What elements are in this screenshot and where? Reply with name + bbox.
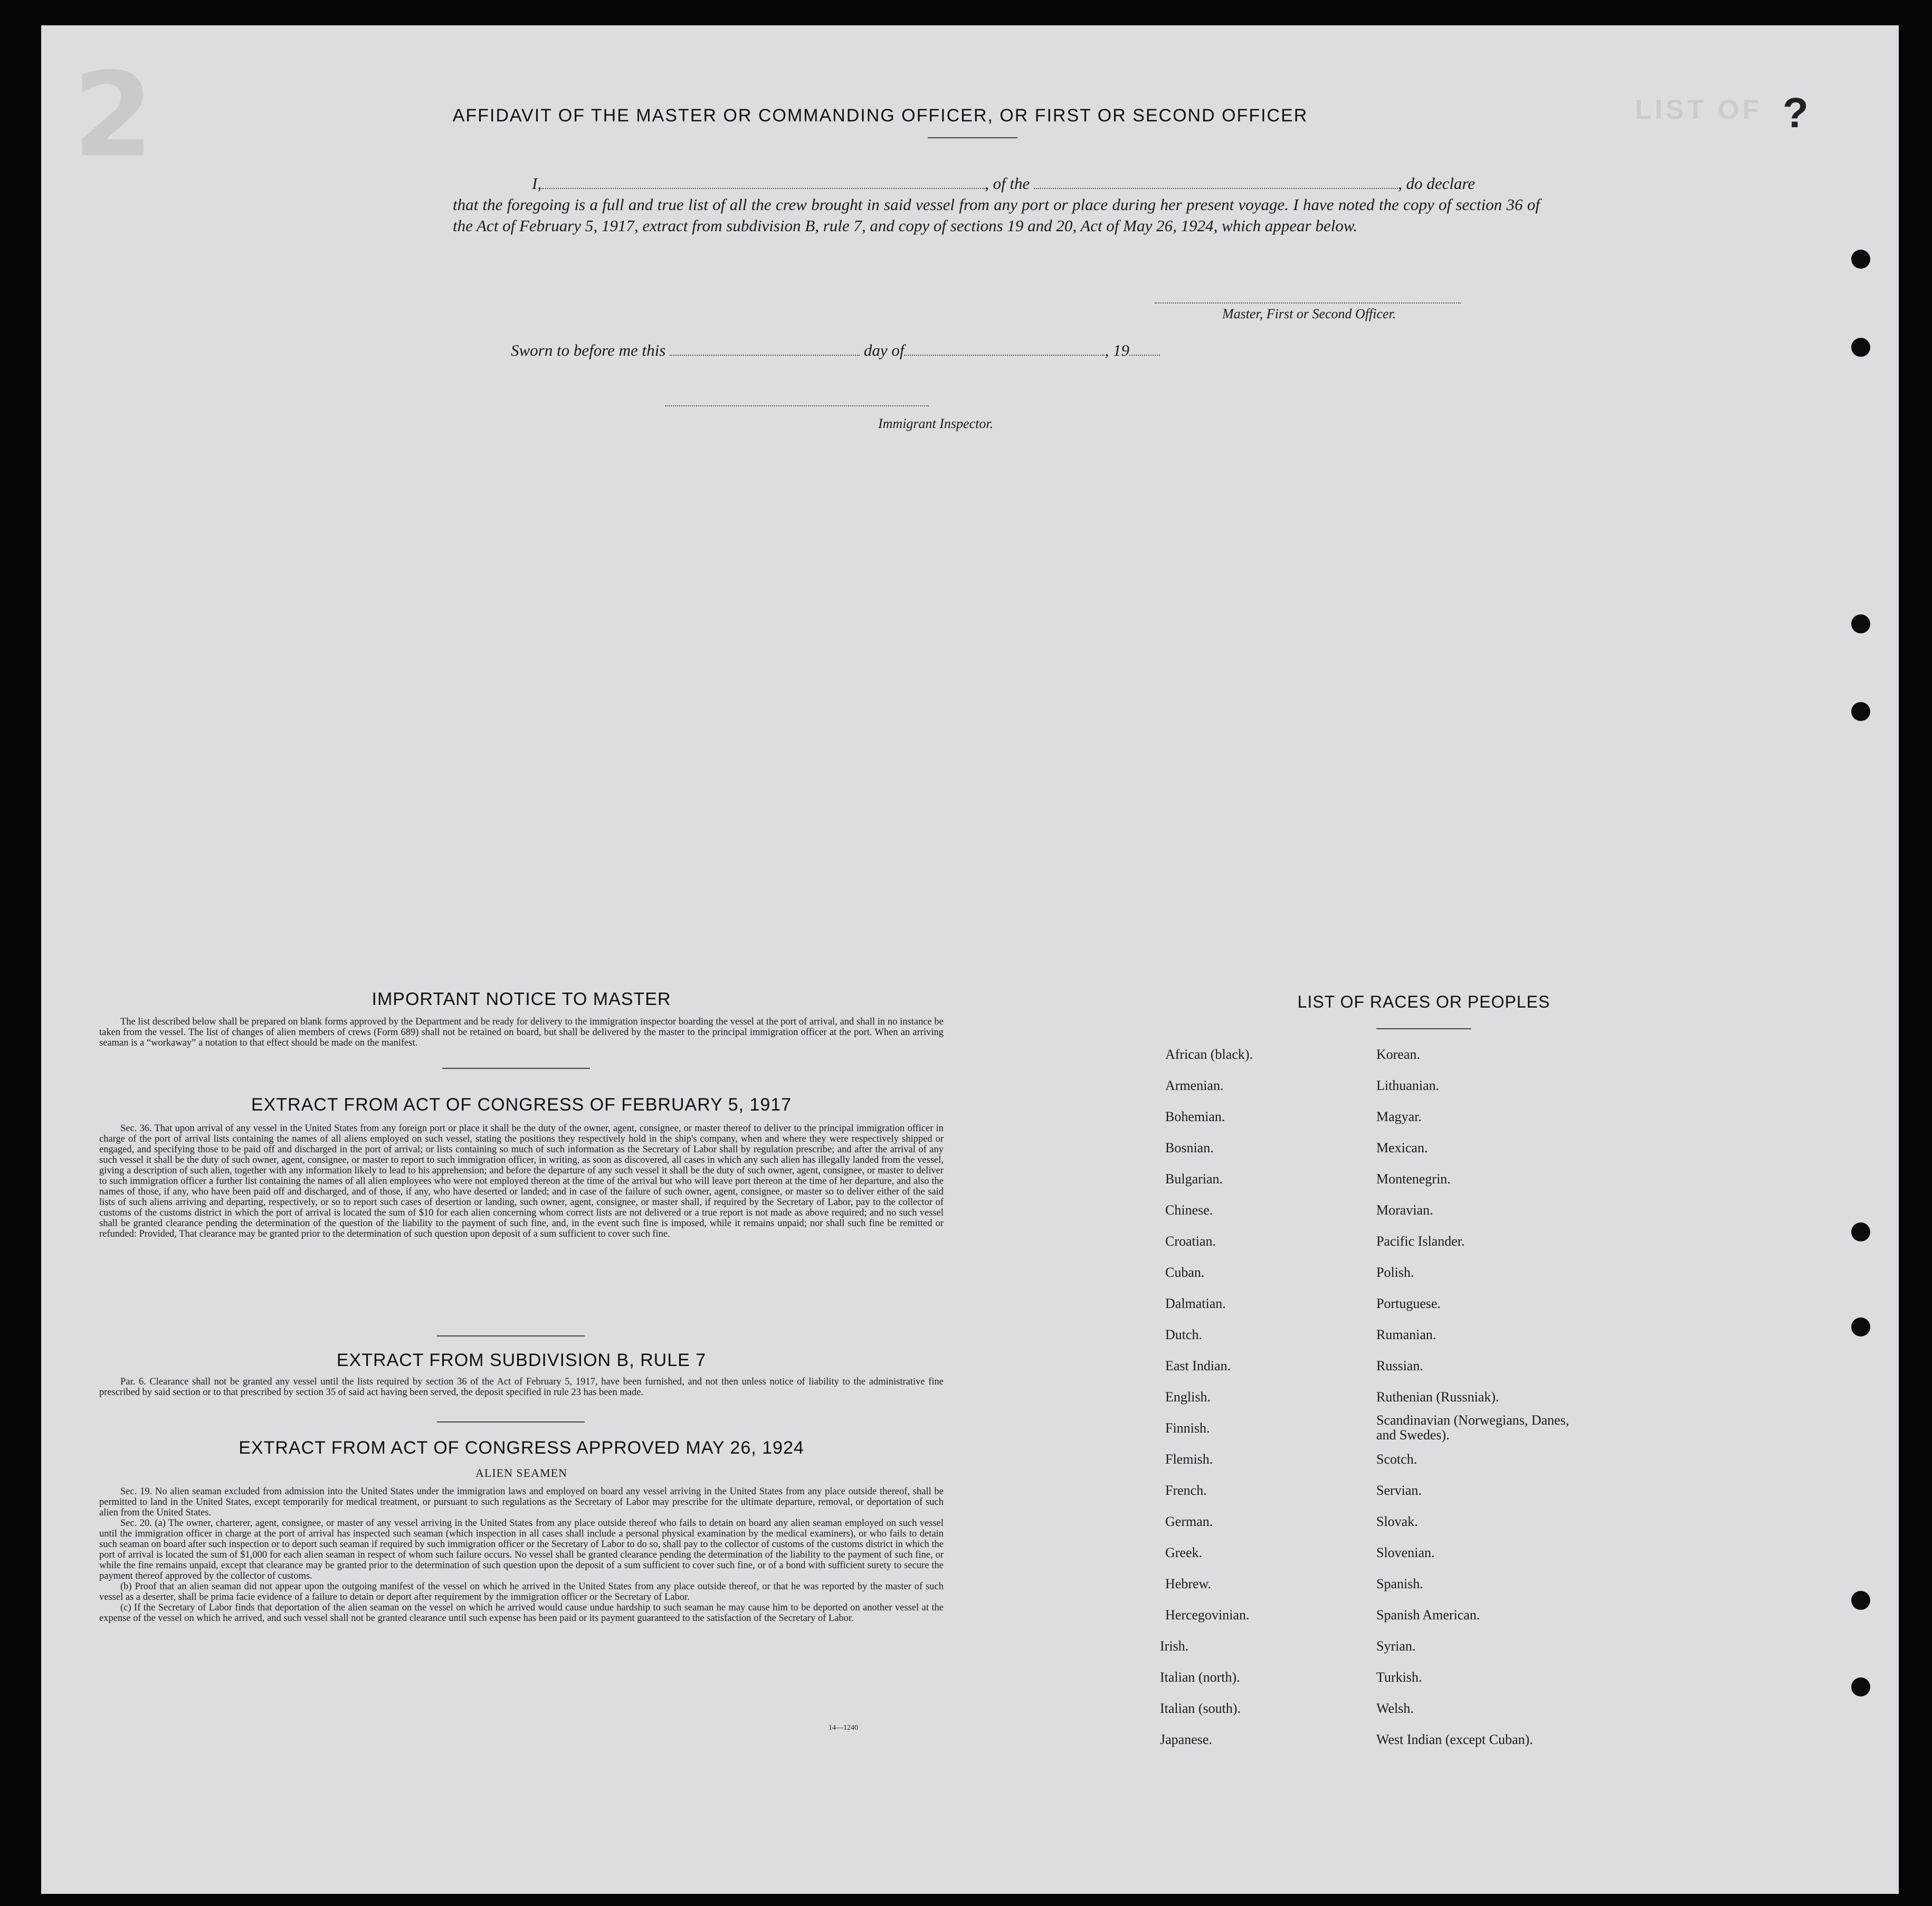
- race-item: Portuguese.: [1376, 1296, 1441, 1311]
- sworn-prefix: Sworn to before me this: [511, 341, 666, 359]
- inspector-signature-label: Immigrant Inspector.: [878, 416, 994, 431]
- declarant-name-blank: [541, 176, 985, 189]
- notice-paragraph: The list described below shall be prepared on blank forms approved by the Department and be ready for delivery to the immigration inspector boarding the vessel at the port of arrival, and shall in no instance be taken from the vessel. The list of changes of alien members of crews (Form 689) shall not be retained on board, but shall be delivered by the master to the principal immigration officer at the port. When an arriving seaman is a “workaway” a notation to that effect should be made on the manifest.: [99, 1017, 944, 1048]
- punch-hole: [1851, 338, 1870, 357]
- race-item: Syrian.: [1376, 1638, 1416, 1654]
- declarant-line: [453, 173, 1540, 194]
- master-signature-line: [1155, 302, 1461, 304]
- race-item: Lithuanian.: [1376, 1078, 1440, 1093]
- race-item: West Indian (except Cuban).: [1376, 1732, 1533, 1747]
- race-item: Spanish.: [1376, 1576, 1423, 1591]
- sworn-day-blank: [670, 343, 860, 356]
- notice-body: [99, 1017, 944, 1048]
- punch-hole: [1851, 250, 1870, 269]
- page-number-bleedthrough: 2: [73, 48, 154, 183]
- race-item: Flemish.: [1165, 1452, 1213, 1467]
- race-item: French.: [1165, 1483, 1207, 1498]
- sec-20c-paragraph: (c) If the Secretary of Labor finds that deportation of the alien seaman on the vessel on which he arrived would cause undue hardship to such seaman he may cause him to be deported on another vessel at the expense of the vessel on which he arrived, and such vessel shall not be granted clearance until such expense has been paid or its payment guaranteed to the satisfaction of the Secretary of Labor.: [99, 1602, 944, 1624]
- sworn-year-blank: [1129, 343, 1160, 356]
- race-item: Rumanian.: [1376, 1327, 1436, 1342]
- punch-hole: [1851, 1591, 1870, 1610]
- sec-19-paragraph: Sec. 19. No alien seaman excluded from admission into the United States under the immigration laws and employed on board any vessel arriving in the United States from any place outside thereof, shall be permitted to land in the United States, except temporarily for medical treatment, or pursuant to such regulations as the Secretary of Labor may prescribe for the ultimate departure, removal, or deportation of such alien from the United States.: [99, 1486, 944, 1518]
- race-item: Bosnian.: [1165, 1140, 1214, 1155]
- title-rule: [928, 137, 1017, 138]
- form-code: 14—1240: [829, 1724, 858, 1732]
- race-item: Turkish.: [1376, 1670, 1422, 1685]
- par-6-paragraph: Par. 6. Clearance shall not be granted any vessel until the lists required by section 36 of the Act of February 5, 1917, have been furnished, and not then unless notice of liability to the administrative fine prescribed by said section or to that prescribed by section 35 of said act having been served, the deposit specified in rule 23 has been made.: [99, 1377, 944, 1398]
- race-item: German.: [1165, 1514, 1213, 1529]
- extract-1917-body: [99, 1123, 944, 1239]
- races-title: LIST OF RACES OR PEOPLES: [1297, 992, 1550, 1011]
- race-item: Slovenian.: [1376, 1545, 1435, 1560]
- vessel-name-blank: [1034, 176, 1398, 189]
- do-declare-text: , do declare: [1398, 174, 1476, 193]
- notice-title: IMPORTANT NOTICE TO MASTER: [372, 989, 671, 1009]
- races-title-rule: [1376, 1028, 1471, 1029]
- race-item: Ruthenian (Russniak).: [1376, 1389, 1499, 1405]
- inspector-signature-line: [665, 405, 929, 406]
- race-item: African (black).: [1165, 1047, 1253, 1062]
- extract-1924-title: EXTRACT FROM ACT OF CONGRESS APPROVED MAY 26, 1924: [239, 1438, 804, 1458]
- punch-hole: [1851, 1317, 1870, 1336]
- race-item: Korean.: [1376, 1047, 1421, 1062]
- race-item: Croatian.: [1165, 1234, 1216, 1249]
- day-of-text: day of: [863, 341, 905, 359]
- race-item: Polish.: [1376, 1265, 1414, 1280]
- sec-20a-paragraph: Sec. 20. (a) The owner, charterer, agent, consignee, or master of any vessel arriving in the United States from any place outside thereof who fails to detain on board any alien seaman employed on such vessel until the immigration officer in charge at the port of arrival has inspected such seaman (which inspection in all cases shall include a personal physical examination by the medical examiners), or who fails to detain such seaman on board after such inspection or to deport such seaman if required by such immigration officer or the Secretary of Labor to do so, shall pay to the collector of customs of the customs district in which the port of arrival is located the sum of $1,000 for each alien seaman in respect of whom such failure occurs. No vessel shall be granted clearance pending the determination of the liability to the payment of such fine, or while the fine remains unpaid, except that clearance may be granted prior to the determination of such question upon the deposit of a sum sufficient to cover such fine, or of a bond with sufficient surety to secure the payment thereof approved by the collector of customs.: [99, 1518, 944, 1581]
- extract-rule7-body: [99, 1377, 944, 1398]
- race-item: East Indian.: [1165, 1358, 1231, 1373]
- race-item: Cuban.: [1165, 1265, 1205, 1280]
- declarant-prefix: I,: [532, 174, 542, 193]
- of-the-text: , of the: [985, 174, 1030, 193]
- race-item: English.: [1165, 1389, 1211, 1405]
- race-item: Hercegovinian.: [1165, 1607, 1250, 1623]
- sworn-month-blank: [904, 343, 1105, 356]
- extract-1917-title: EXTRACT FROM ACT OF CONGRESS OF FEBRUARY 5, 1917: [251, 1095, 792, 1115]
- race-item: Chinese.: [1165, 1202, 1213, 1218]
- section-36-paragraph: Sec. 36. That upon arrival of any vessel in the United States from any foreign port or place it shall be the duty of the owner, agent, consignee, or master thereof to deliver to the principal immigration officer in charge of the port of arrival lists containing the names of all aliens employed on such vessel, stating the positions they respectively hold in the ship's company, when and where they were respectively shipped or engaged, and specifying those to be paid off and discharged in the port of arrival; or lists containing so much of such information as the Secretary of Labor shall by regulation prescribe; and after the arrival of any such vessel it shall be the duty of such owner, agent, consignee, or master to report to such immigration officer, in writing, as soon as discovered, all cases in which any such alien has illegally landed from the vessel, giving a description of such alien, together with any information likely to lead to his apprehension; and before the departure of any such vessel it shall be the duty of such owner, agent, consignee, or master to deliver to such immigration officer a further list containing the names of all alien employees who were not employed thereon at the time of the arrival but who will leave port thereon at the time of her departure, and also the names of those, if any, who have been paid off and discharged, and of those, if any, who have deserted or landed; and in case of the failure of such owner, agent, consignee, or master so to deliver either of the said lists of such aliens arriving and departing, respectively, or so to report such cases of desertion or landing, such owner, agent, consignee, or master shall, if required by the Secretary of Labor, pay to the collector of customs of the customs district in which the port of arrival is located the sum of $10 for each alien concerning whom correct lists are not delivered or a true report is not made as above required; and no such vessel shall be granted clearance pending the determination of the question of the liability to the payment of such fine, and, in the event such fine is imposed, while it remains unpaid; nor shall such fine be remitted or refunded: Provided, That clearance may be granted prior to the determination of such question upon deposit of a sum sufficient to cover such fine.: [99, 1123, 944, 1239]
- race-item: Spanish American.: [1376, 1607, 1480, 1623]
- section-rule: [437, 1421, 585, 1423]
- race-item: Magyar.: [1376, 1109, 1422, 1124]
- sec-20b-paragraph: (b) Proof that an alien seaman did not appear upon the outgoing manifest of the vessel on which he arrived in the United States from any place outside thereof, or that he was reported by the master of such vessel as a deserter, shall be prima facie evidence of a failure to detain or deport after requirement by the immigration officer or the Secretary of Labor.: [99, 1581, 944, 1602]
- race-item: Italian (north).: [1160, 1670, 1240, 1685]
- affidavit-statement: [453, 173, 1540, 236]
- year-prefix: , 19: [1105, 341, 1129, 359]
- section-rule: [437, 1335, 585, 1336]
- race-item: Italian (south).: [1160, 1701, 1241, 1716]
- punch-hole: [1851, 1677, 1870, 1696]
- race-item: Slovak.: [1376, 1514, 1418, 1529]
- race-item: Scandinavian (Norwegians, Danes, and Swedes).: [1376, 1412, 1569, 1443]
- race-item: Moravian.: [1376, 1202, 1433, 1218]
- race-item: Irish.: [1160, 1638, 1189, 1654]
- race-item: Dutch.: [1165, 1327, 1203, 1342]
- race-item: Dalmatian.: [1165, 1296, 1226, 1311]
- race-item: Pacific Islander.: [1376, 1234, 1465, 1249]
- race-item: Hebrew.: [1165, 1576, 1212, 1591]
- race-item: Bulgarian.: [1165, 1171, 1223, 1187]
- race-item: Russian.: [1376, 1358, 1423, 1373]
- race-item: Finnish.: [1165, 1420, 1210, 1436]
- race-item: Welsh.: [1376, 1701, 1414, 1716]
- corner-mark: ?: [1783, 89, 1809, 136]
- race-item: Scotch.: [1376, 1452, 1417, 1467]
- race-item: Armenian.: [1165, 1078, 1224, 1093]
- affidavit-body: that the foregoing is a full and true list of all the crew brought in said vessel from any port or place during her present voyage. I have noted the copy of section 36 of the Act of February 5, 1917, extract from subdivision B, rule 7, and copy of sections 19 and 20, Act of May 26, 1924, which appear below.: [453, 195, 1540, 235]
- document-page: [41, 25, 1899, 1894]
- race-item: Greek.: [1165, 1545, 1203, 1560]
- section-rule: [442, 1068, 590, 1069]
- master-signature-label: Master, First or Second Officer.: [1222, 306, 1396, 321]
- race-item: Servian.: [1376, 1483, 1422, 1498]
- punch-hole: [1851, 702, 1870, 721]
- race-item: Bohemian.: [1165, 1109, 1225, 1124]
- extract-rule7-title: EXTRACT FROM SUBDIVISION B, RULE 7: [336, 1350, 707, 1370]
- header-bleedthrough: LIST OF: [1635, 94, 1763, 125]
- race-item: Mexican.: [1376, 1140, 1428, 1155]
- punch-hole: [1851, 1222, 1870, 1241]
- extract-1924-body: [99, 1486, 944, 1624]
- punch-hole: [1851, 614, 1870, 633]
- race-item: Japanese.: [1160, 1732, 1212, 1747]
- affidavit-title: AFFIDAVIT OF THE MASTER OR COMMANDING OFFICER, OR FIRST OR SECOND OFFICER: [452, 106, 1308, 126]
- race-item: Montenegrin.: [1376, 1171, 1451, 1187]
- sworn-line: [511, 341, 1160, 360]
- alien-seamen-subtitle: ALIEN SEAMEN: [475, 1466, 567, 1480]
